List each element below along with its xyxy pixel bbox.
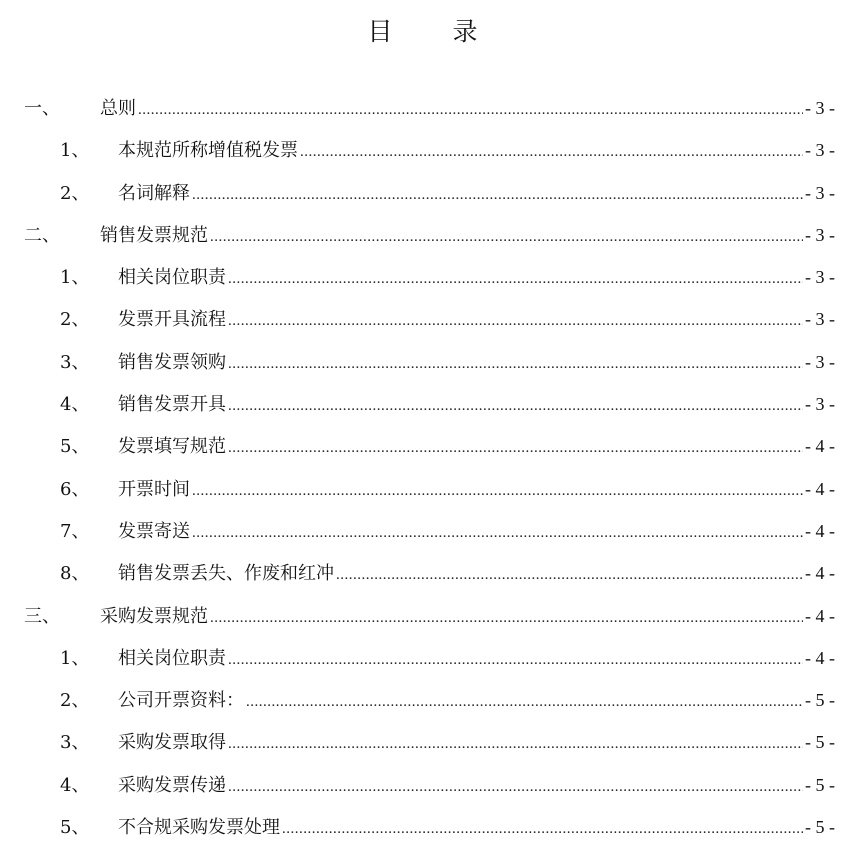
toc-dot-leader xyxy=(228,271,803,288)
toc-entry-number: 三、 xyxy=(24,605,60,627)
toc-entry-label: 采购发票规范 xyxy=(100,605,208,627)
toc-entry-number: 二、 xyxy=(24,224,60,246)
toc-entry[interactable] xyxy=(0,550,849,592)
toc-entry-number: 8、 xyxy=(60,563,90,585)
toc-entry-label: 采购发票取得 xyxy=(118,732,226,754)
toc-entry-line xyxy=(60,305,835,331)
toc-entry-page: - 5 - xyxy=(805,732,835,753)
toc-entry-label: 名词解释 xyxy=(118,182,190,204)
toc-entry-page: - 4 - xyxy=(805,563,835,584)
toc-entry-label: 不合规采购发票处理 xyxy=(118,817,280,839)
toc-entry-number: 2、 xyxy=(60,182,90,204)
toc-entry-label: 销售发票规范 xyxy=(100,224,208,246)
toc-entry[interactable] xyxy=(0,762,849,804)
toc-dot-leader xyxy=(192,187,803,204)
toc-dot-leader xyxy=(228,313,803,330)
toc-entry-label: 销售发票开具 xyxy=(118,394,226,416)
toc-entry-line xyxy=(24,221,835,247)
toc-dot-leader xyxy=(246,694,803,711)
toc-entry-number: 3、 xyxy=(60,351,90,373)
toc-entry-line xyxy=(60,517,835,543)
toc-dot-leader xyxy=(192,483,803,500)
toc-entry-page: - 3 - xyxy=(805,309,835,330)
toc-entry-number: 5、 xyxy=(60,436,90,458)
toc-entry-label: 销售发票领购 xyxy=(118,351,226,373)
toc-entry-line xyxy=(60,179,835,205)
toc-entry-page: - 3 - xyxy=(805,351,835,372)
toc-entry[interactable] xyxy=(0,593,849,635)
toc-entry-number: 3、 xyxy=(60,732,90,754)
toc-entry-line xyxy=(60,771,835,797)
toc-entry-label: 销售发票丢失、作废和红冲 xyxy=(118,563,334,585)
toc-entry-label: 相关岗位职责 xyxy=(118,647,226,669)
toc-dot-leader xyxy=(228,652,803,669)
toc-entry[interactable] xyxy=(0,254,849,296)
toc-entry-page: - 4 - xyxy=(805,605,835,626)
toc-entry-line xyxy=(60,390,835,416)
toc-dot-leader xyxy=(336,567,803,584)
toc-entry-page: - 4 - xyxy=(805,478,835,499)
toc-entry[interactable] xyxy=(0,635,849,677)
toc-entry-line xyxy=(60,263,835,289)
toc-dot-leader xyxy=(228,398,803,415)
toc-entry[interactable] xyxy=(0,127,849,169)
toc-entry-line xyxy=(60,475,835,501)
toc-entry-page: - 3 - xyxy=(805,394,835,415)
toc-dot-leader xyxy=(228,356,803,373)
toc-entry-number: 4、 xyxy=(60,774,90,796)
toc-entry-page: - 4 - xyxy=(805,520,835,541)
toc-entry-page: - 4 - xyxy=(805,436,835,457)
toc-entry-line xyxy=(60,348,835,374)
toc-entry-line xyxy=(60,136,835,162)
toc-entry[interactable] xyxy=(0,339,849,381)
toc-entry[interactable] xyxy=(0,719,849,761)
toc-entry-page: - 3 - xyxy=(805,224,835,245)
toc-entry-number: 4、 xyxy=(60,394,90,416)
toc-entry-page: - 3 - xyxy=(805,140,835,161)
toc-entry[interactable] xyxy=(0,677,849,719)
toc-title: 目 录 xyxy=(367,17,504,46)
toc-dot-leader xyxy=(138,102,803,119)
toc-entry-line xyxy=(24,602,835,628)
toc-entry-page: - 3 - xyxy=(805,267,835,288)
toc-entry-label: 开票时间 xyxy=(118,478,190,500)
toc-entry[interactable] xyxy=(0,212,849,254)
toc-entry-number: 5、 xyxy=(60,817,90,839)
toc-list xyxy=(0,85,849,846)
toc-dot-leader xyxy=(282,821,803,838)
toc-entry-number: 1、 xyxy=(60,140,90,162)
toc-entry-number: 2、 xyxy=(60,690,90,712)
toc-entry-line xyxy=(60,728,835,754)
toc-entry-line xyxy=(60,644,835,670)
toc-entry[interactable] xyxy=(0,804,849,846)
toc-entry[interactable] xyxy=(0,466,849,508)
toc-entry-label: 发票填写规范 xyxy=(118,436,226,458)
toc-entry-page: - 5 - xyxy=(805,690,835,711)
toc-dot-leader xyxy=(228,736,803,753)
toc-entry-number: 1、 xyxy=(60,267,90,289)
toc-entry-label: 公司开票资料： xyxy=(118,690,244,712)
toc-entry-label: 采购发票传递 xyxy=(118,774,226,796)
toc-entry-number: 7、 xyxy=(60,520,90,542)
toc-dot-leader xyxy=(210,229,803,246)
toc-entry-label: 相关岗位职责 xyxy=(118,267,226,289)
toc-entry[interactable] xyxy=(0,381,849,423)
toc-entry-label: 发票寄送 xyxy=(118,520,190,542)
toc-entry[interactable] xyxy=(0,85,849,127)
toc-entry[interactable] xyxy=(0,423,849,465)
toc-entry-number: 1、 xyxy=(60,647,90,669)
toc-dot-leader xyxy=(228,440,803,457)
toc-dot-leader xyxy=(300,144,803,161)
toc-entry-page: - 5 - xyxy=(805,774,835,795)
toc-entry-page: - 3 - xyxy=(805,182,835,203)
toc-entry[interactable] xyxy=(0,296,849,338)
toc-entry-page: - 3 - xyxy=(805,98,835,118)
toc-entry-number: 2、 xyxy=(60,309,90,331)
toc-entry-label: 发票开具流程 xyxy=(118,309,226,331)
toc-entry[interactable] xyxy=(0,508,849,550)
toc-entry-line xyxy=(24,94,835,120)
toc-entry-page: - 4 - xyxy=(805,647,835,668)
toc-entry-line xyxy=(60,559,835,585)
toc-entry[interactable] xyxy=(0,170,849,212)
toc-entry-label: 本规范所称增值税发票 xyxy=(118,140,298,162)
toc-entry-label: 总则 xyxy=(100,98,136,119)
toc-entry-number: 一、 xyxy=(24,98,60,119)
toc-dot-leader xyxy=(210,610,803,627)
toc-dot-leader xyxy=(192,525,803,542)
toc-dot-leader xyxy=(228,779,803,796)
toc-entry-line xyxy=(60,432,835,458)
toc-entry-page: - 5 - xyxy=(805,817,835,838)
toc-entry-line xyxy=(60,813,835,839)
toc-entry-number: 6、 xyxy=(60,478,90,500)
toc-entry-line xyxy=(60,686,835,712)
